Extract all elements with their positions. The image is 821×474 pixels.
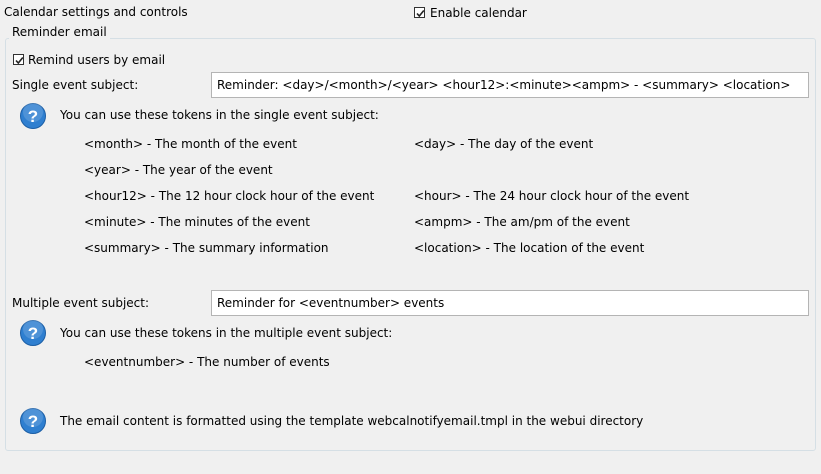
token-minute: <minute> - The minutes of the event — [84, 215, 310, 229]
checkmark-icon — [415, 8, 426, 19]
help-icon — [19, 102, 47, 130]
help-icon — [19, 407, 47, 435]
token-month: <month> - The month of the event — [84, 137, 297, 151]
token-ampm: <ampm> - The am/pm of the event — [414, 215, 630, 229]
multiple-tokens-intro: You can use these tokens in the multiple event subject: — [60, 326, 393, 340]
checkmark-icon — [14, 55, 25, 66]
remind-users-checkbox[interactable] — [13, 54, 24, 65]
token-day: <day> - The day of the event — [414, 137, 594, 151]
multiple-subject-input[interactable] — [211, 290, 809, 316]
single-tokens-intro: You can use these tokens in the single event subject: — [60, 108, 379, 122]
svg-text:?: ? — [27, 412, 39, 431]
reminder-email-legend: Reminder email — [9, 25, 110, 39]
multiple-subject-label: Multiple event subject: — [12, 296, 150, 310]
token-location: <location> - The location of the event — [414, 241, 645, 255]
enable-calendar-label[interactable]: Enable calendar — [430, 6, 527, 20]
single-subject-label: Single event subject: — [12, 78, 139, 92]
single-subject-input[interactable] — [211, 72, 809, 98]
section-title: Calendar settings and controls — [4, 5, 188, 19]
token-hour12: <hour12> - The 12 hour clock hour of the event — [84, 189, 375, 203]
template-note: The email content is formatted using the template webcalnotifyemail.tmpl in the webui directory — [60, 414, 644, 428]
token-eventnumber: <eventnumber> - The number of events — [84, 355, 330, 369]
svg-text:?: ? — [27, 324, 39, 343]
help-icon — [19, 319, 47, 347]
enable-calendar-checkbox[interactable] — [414, 7, 425, 18]
svg-text:?: ? — [27, 107, 39, 126]
token-hour: <hour> - The 24 hour clock hour of the event — [414, 189, 690, 203]
remind-users-label[interactable]: Remind users by email — [28, 53, 166, 67]
token-year: <year> - The year of the event — [84, 163, 273, 177]
token-summary: <summary> - The summary information — [84, 241, 329, 255]
